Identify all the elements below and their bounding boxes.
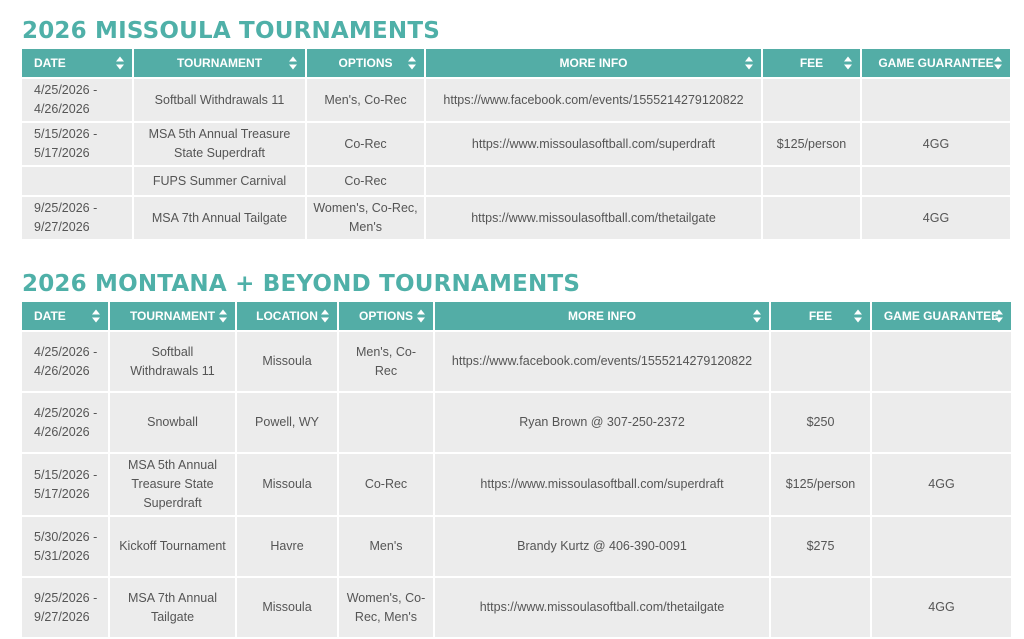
cell-fee xyxy=(763,197,860,241)
sort-arrows-icon[interactable] xyxy=(745,57,753,70)
cell-game-guarantee xyxy=(872,332,1011,393)
table-row xyxy=(22,332,1011,393)
column-header-label: OPTIONS xyxy=(358,309,413,323)
cell-fee: $125/person xyxy=(771,454,870,517)
cell-options: Women's, Co-Rec, Men's xyxy=(339,578,433,639)
cell-more-info: https://www.facebook.com/events/1555214279120822 xyxy=(426,79,761,123)
cell-location: Missoula xyxy=(237,332,337,393)
sort-arrows-icon[interactable] xyxy=(995,310,1003,323)
cell-options: Co-Rec xyxy=(307,123,424,167)
section-title-montana-beyond: 2026 MONTANA + BEYOND TOURNAMENTS xyxy=(22,271,581,297)
column-header-label: LOCATION xyxy=(256,309,318,323)
column-header-label: FEE xyxy=(799,56,824,70)
montana-beyond-tournaments-table xyxy=(20,302,1013,639)
column-header-more-info[interactable] xyxy=(426,49,761,79)
cell-more-info: https://www.missoulasoftball.com/superdraft xyxy=(426,123,761,167)
table-row xyxy=(22,578,1011,639)
cell-location: Missoula xyxy=(237,578,337,639)
table-row xyxy=(22,197,1010,241)
cell-location: Havre xyxy=(237,517,337,578)
cell-more-info: https://www.missoulasoftball.com/superdraft xyxy=(435,454,769,517)
cell-date: 5/15/2026 - 5/17/2026 xyxy=(22,454,108,517)
column-header-label: DATE xyxy=(34,309,66,323)
cell-fee xyxy=(771,332,870,393)
cell-date xyxy=(22,167,132,197)
sort-arrows-icon[interactable] xyxy=(321,310,329,323)
column-header-label: TOURNAMENT xyxy=(176,56,263,70)
column-header-label: GAME GUARANTEE xyxy=(883,309,1000,323)
cell-tournament: Snowball xyxy=(110,393,235,454)
column-header-label: GAME GUARANTEE xyxy=(878,56,994,70)
cell-date: 4/25/2026 - 4/26/2026 xyxy=(22,332,108,393)
cell-options: Co-Rec xyxy=(339,454,433,517)
cell-more-info xyxy=(426,167,761,197)
sort-arrows-icon[interactable] xyxy=(844,57,852,70)
column-header-label: MORE INFO xyxy=(559,56,628,70)
sort-arrows-icon[interactable] xyxy=(417,310,425,323)
cell-options: Men's, Co-Rec xyxy=(307,79,424,123)
column-header-label: OPTIONS xyxy=(338,56,393,70)
column-header-more-info[interactable] xyxy=(435,302,769,332)
cell-fee xyxy=(771,578,870,639)
cell-options xyxy=(339,393,433,454)
sort-arrows-icon[interactable] xyxy=(116,57,124,70)
cell-options: Co-Rec xyxy=(307,167,424,197)
cell-tournament: Softball Withdrawals 11 xyxy=(134,79,305,123)
cell-tournament: Softball Withdrawals 11 xyxy=(110,332,235,393)
cell-more-info: https://www.missoulasoftball.com/thetailgate xyxy=(426,197,761,241)
cell-date: 9/25/2026 - 9/27/2026 xyxy=(22,578,108,639)
cell-tournament: Kickoff Tournament xyxy=(110,517,235,578)
sort-arrows-icon[interactable] xyxy=(408,57,416,70)
table-row xyxy=(22,123,1010,167)
cell-game-guarantee xyxy=(862,167,1010,197)
table-row xyxy=(22,517,1011,578)
sort-arrows-icon[interactable] xyxy=(219,310,227,323)
column-header-tournament[interactable] xyxy=(110,302,235,332)
cell-game-guarantee xyxy=(872,517,1011,578)
sort-arrows-icon[interactable] xyxy=(753,310,761,323)
cell-tournament: MSA 5th Annual Treasure State Superdraft xyxy=(134,123,305,167)
table-row xyxy=(22,454,1011,517)
column-header-date[interactable] xyxy=(22,49,132,79)
cell-fee: $250 xyxy=(771,393,870,454)
cell-options: Men's, Co-Rec xyxy=(339,332,433,393)
cell-game-guarantee xyxy=(872,393,1011,454)
column-header-date[interactable] xyxy=(22,302,108,332)
cell-fee xyxy=(763,167,860,197)
cell-location: Missoula xyxy=(237,454,337,517)
cell-game-guarantee: 4GG xyxy=(862,197,1010,241)
cell-tournament: MSA 7th Annual Tailgate xyxy=(134,197,305,241)
column-header-fee[interactable] xyxy=(763,49,860,79)
column-header-options[interactable] xyxy=(339,302,433,332)
cell-tournament: MSA 5th Annual Treasure State Superdraft xyxy=(110,454,235,517)
sort-arrows-icon[interactable] xyxy=(92,310,100,323)
sort-arrows-icon[interactable] xyxy=(289,57,297,70)
column-header-label: TOURNAMENT xyxy=(129,309,216,323)
cell-fee xyxy=(763,79,860,123)
column-header-game-guarantee[interactable] xyxy=(872,302,1011,332)
cell-date: 4/25/2026 - 4/26/2026 xyxy=(22,79,132,123)
cell-fee: $125/person xyxy=(763,123,860,167)
table-row xyxy=(22,167,1010,197)
sort-arrows-icon[interactable] xyxy=(854,310,862,323)
column-header-tournament[interactable] xyxy=(134,49,305,79)
sort-arrows-icon[interactable] xyxy=(994,57,1002,70)
cell-tournament: MSA 7th Annual Tailgate xyxy=(110,578,235,639)
column-header-location[interactable] xyxy=(237,302,337,332)
table-row xyxy=(22,393,1011,454)
section-title-missoula: 2026 MISSOULA TOURNAMENTS xyxy=(22,18,441,44)
column-header-game-guarantee[interactable] xyxy=(862,49,1010,79)
column-header-options[interactable] xyxy=(307,49,424,79)
cell-date: 5/15/2026 - 5/17/2026 xyxy=(22,123,132,167)
cell-location: Powell, WY xyxy=(237,393,337,454)
table-row xyxy=(22,79,1010,123)
cell-game-guarantee xyxy=(862,79,1010,123)
column-header-label: FEE xyxy=(808,309,833,323)
cell-fee: $275 xyxy=(771,517,870,578)
cell-game-guarantee: 4GG xyxy=(862,123,1010,167)
cell-tournament: FUPS Summer Carnival xyxy=(134,167,305,197)
column-header-label: MORE INFO xyxy=(568,309,636,323)
cell-options: Men's xyxy=(339,517,433,578)
cell-more-info: https://www.missoulasoftball.com/thetailgate xyxy=(435,578,769,639)
cell-date: 5/30/2026 - 5/31/2026 xyxy=(22,517,108,578)
cell-more-info: https://www.facebook.com/events/1555214279120822 xyxy=(435,332,769,393)
cell-date: 4/25/2026 - 4/26/2026 xyxy=(22,393,108,454)
cell-game-guarantee: 4GG xyxy=(872,578,1011,639)
cell-game-guarantee: 4GG xyxy=(872,454,1011,517)
cell-options: Women's, Co-Rec, Men's xyxy=(307,197,424,241)
cell-date: 9/25/2026 - 9/27/2026 xyxy=(22,197,132,241)
cell-more-info: Ryan Brown @ 307-250-2372 xyxy=(435,393,769,454)
cell-more-info: Brandy Kurtz @ 406-390-0091 xyxy=(435,517,769,578)
column-header-fee[interactable] xyxy=(771,302,870,332)
missoula-tournaments-table xyxy=(20,49,1012,241)
column-header-label: DATE xyxy=(34,56,66,70)
